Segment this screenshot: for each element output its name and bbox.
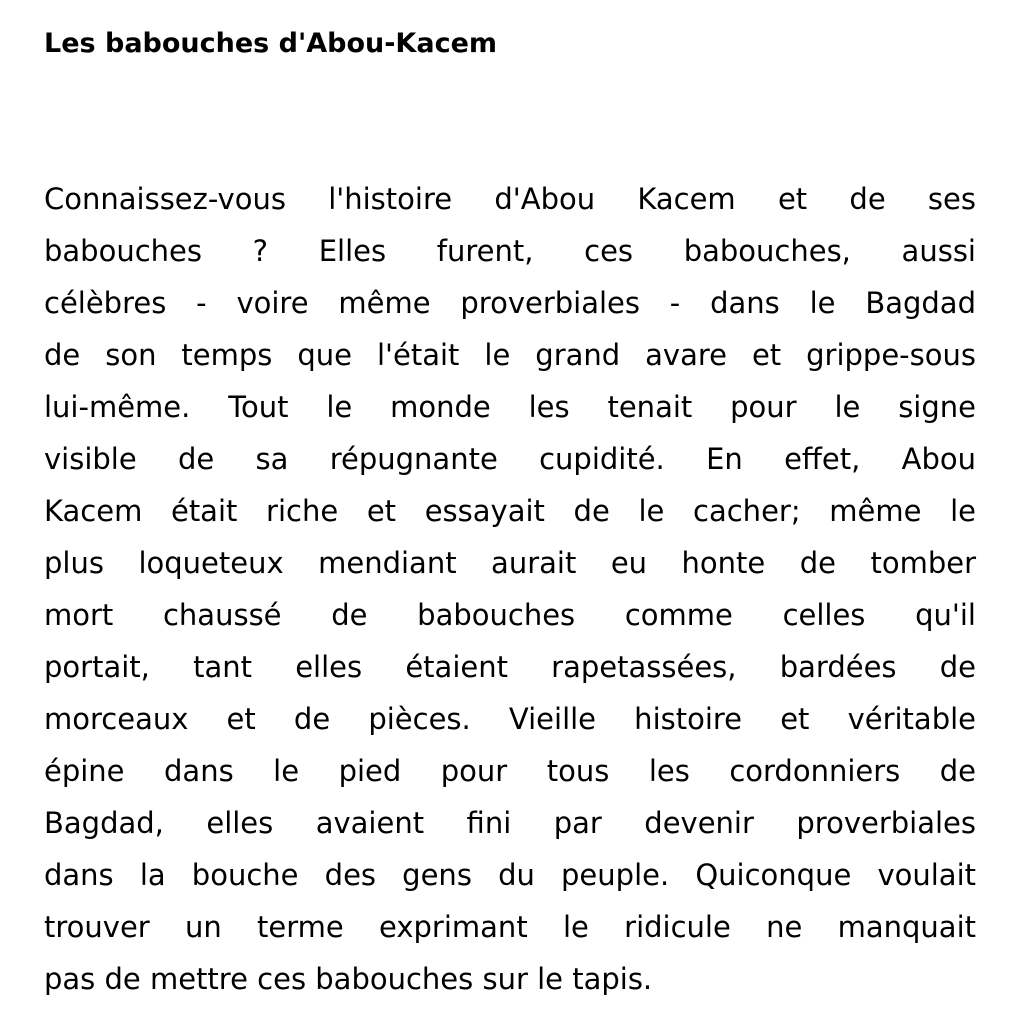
paragraph-line-6: visible de sa répugnante cupidité. En effet, Abou xyxy=(44,442,976,476)
paragraph-line-12: épine dans le pied pour tous les cordonniers de xyxy=(44,754,976,788)
story-paragraph xyxy=(44,173,976,1005)
paragraph-line-14: dans la bouche des gens du peuple. Quiconque voulait xyxy=(44,858,976,892)
paragraph-line-15: trouver un terme exprimant le ridicule ne manquait xyxy=(44,910,976,944)
paragraph-line-8: plus loqueteux mendiant aurait eu honte de tomber xyxy=(44,546,976,580)
document-title: Les babouches d'Abou-Kacem xyxy=(44,28,498,59)
paragraph-line-5: lui-même. Tout le monde les tenait pour le signe xyxy=(44,390,976,424)
paragraph-line-7: Kacem était riche et essayait de le cacher; même le xyxy=(44,494,976,528)
paragraph-line-3: célèbres - voire même proverbiales - dans le Bagdad xyxy=(44,286,976,320)
paragraph-line-2: babouches ? Elles furent, ces babouches, aussi xyxy=(44,234,976,268)
paragraph-line-11: morceaux et de pièces. Vieille histoire et véritable xyxy=(44,702,976,736)
paragraph-line-1: Connaissez-vous l'histoire d'Abou Kacem et de ses xyxy=(44,182,976,216)
paragraph-line-10: portait, tant elles étaient rapetassées, bardées de xyxy=(44,650,976,684)
paragraph-line-16: pas de mettre ces babouches sur le tapis. xyxy=(44,962,653,996)
paragraph-line-4: de son temps que l'était le grand avare et grippe-sous xyxy=(44,338,976,372)
paragraph-line-13: Bagdad, elles avaient fini par devenir proverbiales xyxy=(44,806,976,840)
paragraph-line-9: mort chaussé de babouches comme celles qu'il xyxy=(44,598,976,632)
